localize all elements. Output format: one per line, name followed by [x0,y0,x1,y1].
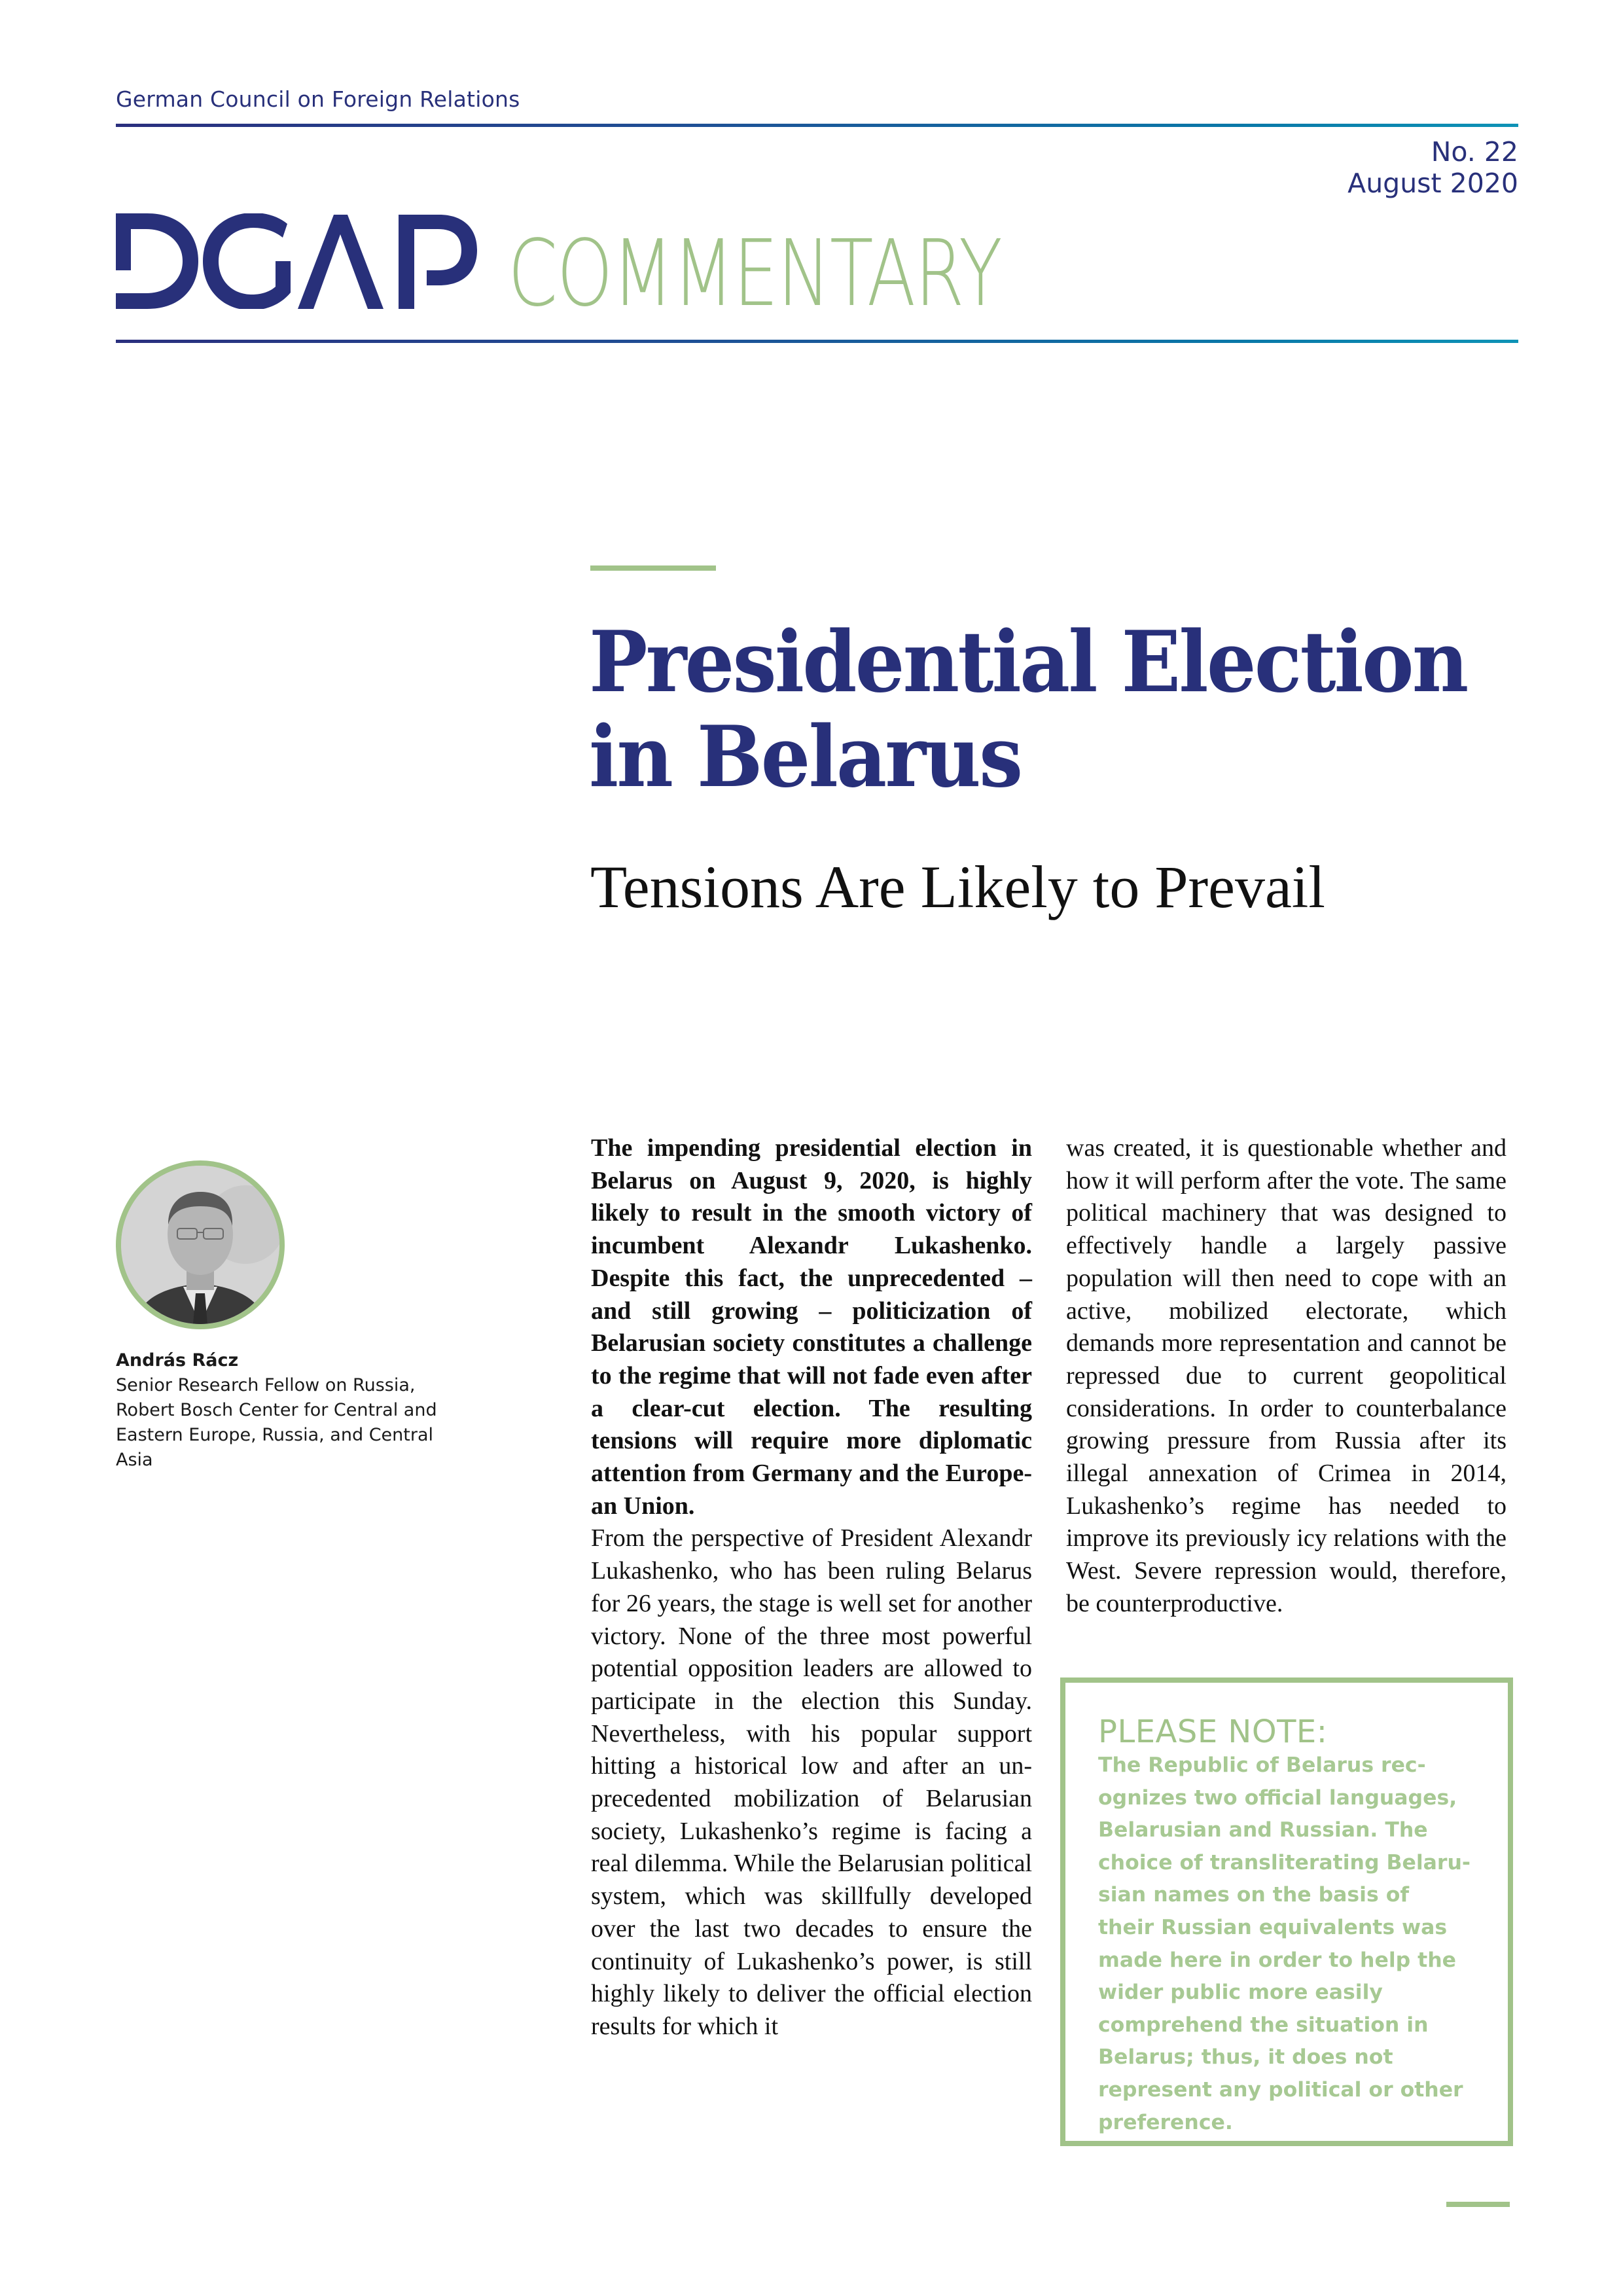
author-role: Senior Research Fellow on Russia, Robert Bosch Center for Central and Eastern Europe, Russia, and Central Asia [116,1375,437,1470]
header-rule-top [116,124,1518,127]
title-accent-bar [590,565,716,571]
note-text: The Republic of Belarus recognizes two official languages, Belarusian and Russian. The choice of transliterating Belarusian names on the basis of their Russian equivalents was made here in order to help the wider public more easily comprehend the situation in Belarus; thus, it does not represent any political or other preference. [1098,1753,1471,2134]
organization-name: German Council on Foreign Relations [116,86,520,112]
title-line-1: Presidential Election [589,613,1467,711]
body-column-2 [1066,1132,1507,1621]
header-rule-bottom [116,340,1518,343]
title-line-2: in Belarus [589,708,1022,806]
author-avatar [116,1160,285,1329]
issue-info [1347,136,1518,199]
footer-accent-bar [1446,2202,1510,2207]
body-paragraph-continued: was created, it is questionable whether and how it will perform after the vote. The same political machinery that was designed to effectively handle a largely passive population will then need to cope with an active, mobilized electorate, which demands more representation and cannot be repressed due to current geopolitical considerations. In order to counterbalance growing pressure from Russia after its illegal annexation of Crimea in 2014, Lukashenko’s regime has needed to improve its previously icy relations with the West. Severe repression would, therefore, be counterproductive. [1066,1134,1507,1617]
lead-paragraph: The impending presidential election in Belarus on August 9, 2020, is highly likely to result in the smooth victory of incumbent Alexandr Lukashenko. Despite this fact, the unprecedented – and still growing – politicization of Belarusian society constitutes a challenge to the regime that will not fade even after a clear-cut election. The resulting tensions will require more diplomatic attention from Germany and the European Union. [591,1134,1032,1520]
author-portrait-icon [121,1166,279,1324]
note-heading: PLEASE NOTE: [1098,1713,1328,1750]
issue-number: No. 22 [1431,136,1518,168]
body-column-1 [591,1132,1032,2043]
author-name: András Rácz [116,1350,239,1371]
article-title [589,613,1467,806]
body-paragraph: From the perspective of President Alexandr Lukashenko, who has been ruling Belarus for 26 years, the stage is well set for another victory. None of the three most powerful potential opposition leaders are allowed to participate in the election this Sunday. Nevertheless, with his popular support hitting a historical low and after an unprecedented mobilization of Belarusian society, Lukashenko’s regime is facing a real dilemma. While the Belarusian political system, which was skillfully developed over the last two decades to ensure the continuity of Lukashenko’s power, is still highly likely to deliver the official election results for which it [591,1524,1032,2040]
article-subtitle: Tensions Are Likely to Prevail [590,853,1325,920]
please-note-box [1060,1677,1513,2146]
series-label: COMMENTARY [508,221,1002,327]
author-info [116,1348,456,1473]
issue-date: August 2020 [1347,168,1518,199]
dgap-logo [116,213,482,309]
